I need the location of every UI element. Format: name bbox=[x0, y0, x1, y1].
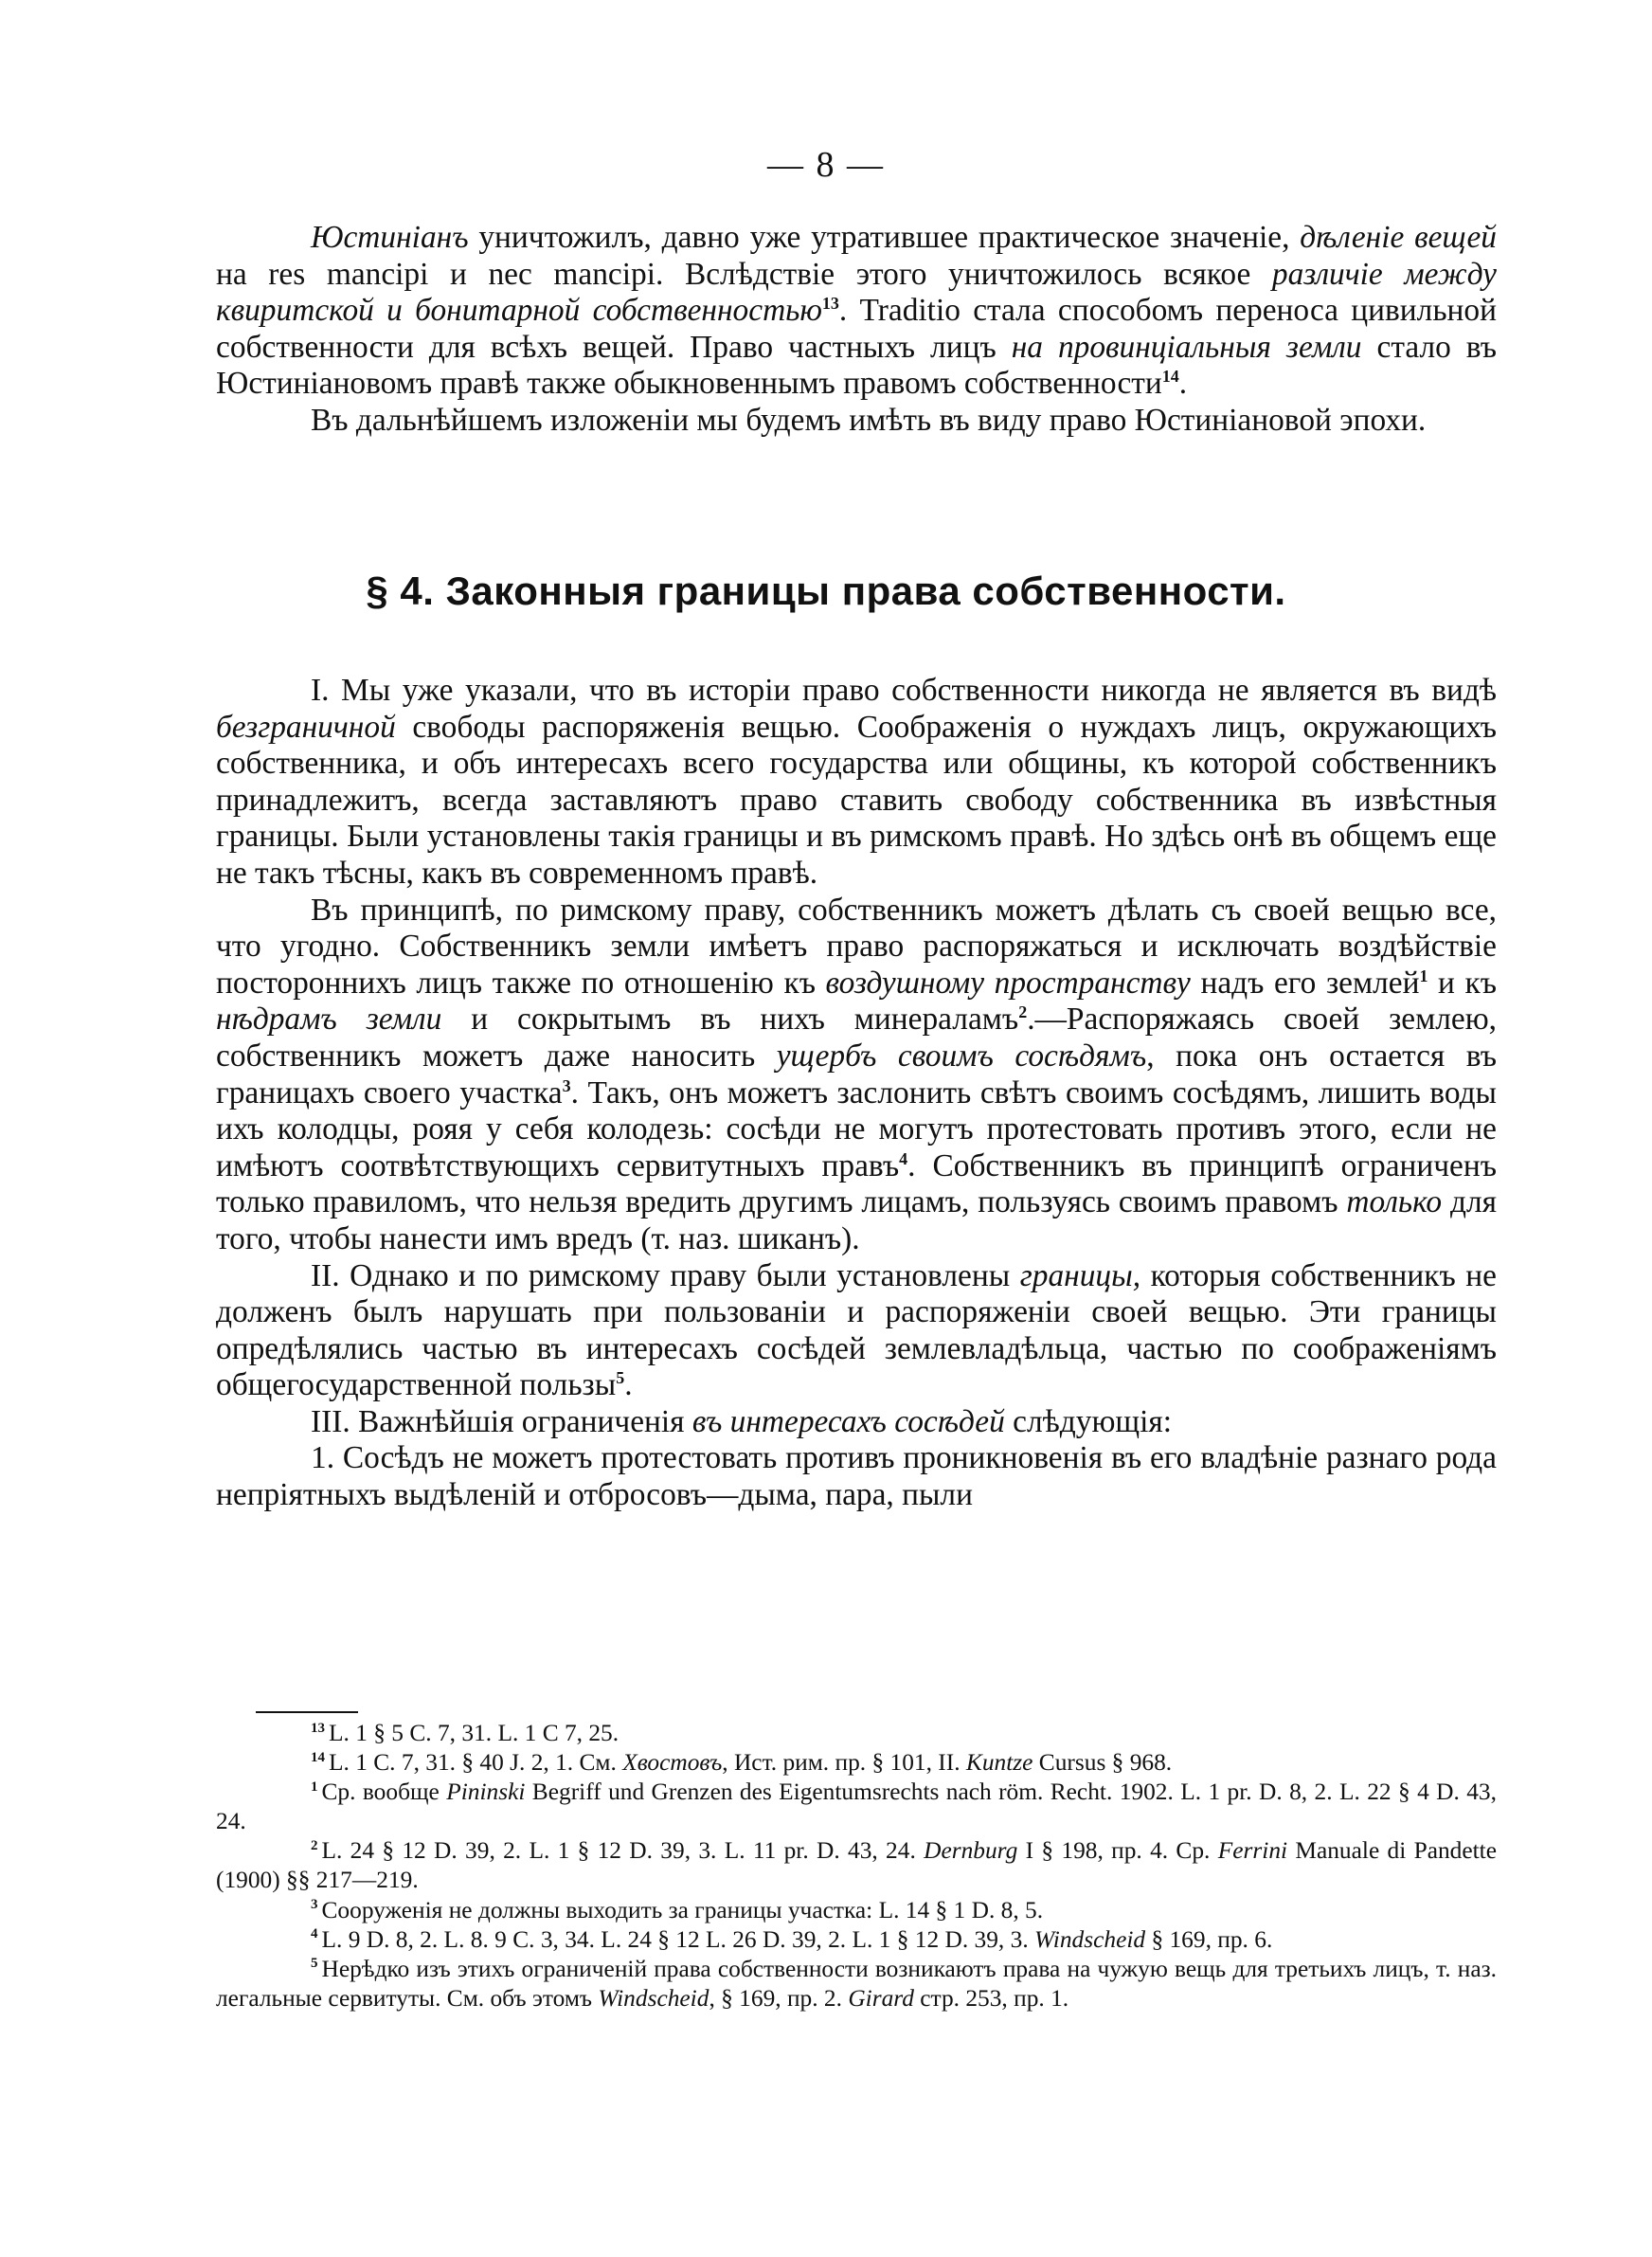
paragraph-section-iii bbox=[216, 1404, 1497, 1441]
text-run: L. 9 D. 8, 2. L. 8. 9 C. 3, 34. L. 24 § 12 L. 26 D. 39, 2. L. 1 § 12 D. 39, 3. bbox=[321, 1925, 1035, 1953]
text-run: . Такъ, онъ можетъ заслонить свѣтъ своимъ сосѣдямъ, лишить воды ихъ колодцы, рояя у себя колодезь: сосѣди не могутъ протестовать противъ этого, если не имѣютъ соотвѣтствующихъ сервитутныхъ правъ bbox=[216, 1074, 1497, 1183]
page-number: — 8 — bbox=[767, 145, 885, 185]
text-run: .—Распоряжаясь своей землею, собственникъ можетъ даже наносить bbox=[216, 1002, 1498, 1074]
text-run: I. Мы уже указали, что въ исторіи право собственности никогда не является въ видѣ bbox=[311, 673, 1497, 708]
emph-author: Windscheid bbox=[1034, 1925, 1146, 1953]
text-run: , Ист. рим. пр. § 101, II. bbox=[722, 1749, 966, 1777]
footnote-mark: 1 bbox=[311, 1779, 318, 1795]
text-run: . Собственникъ въ принципѣ ограниченъ только правиломъ, что нельзя вредить другимъ лицамъ, пользуясь своимъ правомъ bbox=[216, 1147, 1497, 1220]
footnote-mark: 2 bbox=[311, 1837, 318, 1853]
emph-author: Girard bbox=[848, 1984, 914, 2012]
footnote-ref-2[interactable]: 2 bbox=[1018, 1002, 1028, 1022]
footnote-mark: 14 bbox=[311, 1749, 325, 1765]
emph-author: Kuntze bbox=[965, 1749, 1033, 1777]
footnote-4 bbox=[216, 1925, 1497, 1955]
emph-boundaries: границы, bbox=[1019, 1257, 1141, 1293]
footnotes-block bbox=[216, 1719, 1497, 2013]
footnote-ref-14[interactable]: 14 bbox=[1161, 367, 1179, 387]
footnote-ref-13[interactable]: 13 bbox=[821, 294, 839, 314]
emph-division-of-things: дѣленіе вещей bbox=[1300, 220, 1497, 255]
text-run: . Traditio стала способомъ переноса цивильной собственности для всѣхъ вещей. Право частныхъ лицъ bbox=[216, 293, 1497, 365]
text-run: стр. 253, пр. 1. bbox=[913, 1984, 1069, 2012]
text-run: L. 1 C. 7, 31. § 40 J. 2, 1. См. bbox=[329, 1749, 623, 1777]
footnote-mark: 4 bbox=[311, 1926, 318, 1942]
text-run: , пока онъ остается въ границахъ своего участка bbox=[216, 1038, 1497, 1110]
emph-air-space: воздушному пространству bbox=[825, 965, 1191, 1001]
paragraph-section-i bbox=[216, 673, 1497, 893]
section-text-block bbox=[216, 673, 1497, 1514]
paragraph-section-ii bbox=[216, 1258, 1497, 1404]
text-run: Manuale di Pandette (1900) §§ 217—219. bbox=[216, 1837, 1498, 1894]
text-run: III. Важнѣйшія ограниченія bbox=[311, 1403, 692, 1439]
emph-author: Pininski bbox=[446, 1779, 526, 1806]
text-run: Cursus § 968. bbox=[1032, 1749, 1173, 1777]
text-run: на res mancipi и nec mancipi. Вслѣдствіе этого уничтожилось всякое bbox=[216, 256, 1272, 292]
paragraph-item-1: 1. Сосѣдъ не можетъ протестовать противъ проникновенія въ его владѣніе разнаго рода непріятныхъ выдѣленій и отбросовъ—дыма, пара, пыли bbox=[216, 1440, 1497, 1513]
text-run: которыя собственникъ не долженъ былъ нарушать при пользованіи и распоряженіи своей вещью. Эти границы опредѣлялись частью въ интересахъ сосѣдей землевладѣльца, частью по соображеніямъ общегосударственной пользы bbox=[216, 1257, 1497, 1403]
text-run: L. 24 § 12 D. 39, 2. L. 1 § 12 D. 39, 3. L. 11 pr. D. 43, 24. bbox=[321, 1837, 925, 1865]
footnote-13 bbox=[216, 1719, 1497, 1748]
text-run: Сооруженія не должны выходить за границы участка: L. 14 § 1 D. 8, 5. bbox=[321, 1896, 1044, 1923]
footnote-2 bbox=[216, 1836, 1497, 1895]
emph-quiritary-bonitary: различіе между квиритской и бонитарной собственностью bbox=[216, 256, 1497, 329]
paragraph-justinian-epoch: Въ дальнѣйшемъ изложеніи мы будемъ имѣть въ виду право Юстиніановой эпохи. bbox=[311, 402, 1427, 438]
text-run: свободы распоряженія вещью. Соображенія о нуждахъ лицъ, окружающихъ собственника, и объ интересахъ всего государства или общины, къ которой собственникъ принадлежитъ, всегда заставляютъ право ставить свободу собственника въ извѣстныя границы. Были установлены такія границы и въ римскомъ правѣ. Но здѣсь онѣ въ общемъ еще не такъ тѣсны, какъ въ современномъ правѣ. bbox=[216, 709, 1497, 891]
text-run: L. 1 § 5 C. 7, 31. L. 1 C 7, 25. bbox=[329, 1720, 620, 1746]
footnote-mark: 5 bbox=[311, 1956, 318, 1972]
text-run: Ср. вообще bbox=[321, 1779, 447, 1806]
text-run: и къ bbox=[1428, 965, 1497, 1001]
footnote-separator bbox=[256, 1711, 358, 1713]
paragraph-in-principle bbox=[216, 893, 1497, 1258]
text-run: надъ его землей bbox=[1190, 965, 1420, 1001]
footnote-14 bbox=[216, 1748, 1497, 1778]
emph-author: Ferrini bbox=[1217, 1837, 1288, 1865]
text-run: Begriff und Grenzen des Eigentumsrechts nach röm. Recht. 1902. L. 1 pr. D. 8, 2. L. 22 § 4 D. 43, 24. bbox=[216, 1779, 1497, 1835]
text-run: . bbox=[1178, 366, 1188, 402]
footnote-mark: 3 bbox=[311, 1897, 318, 1913]
footnote-ref-3[interactable]: 3 bbox=[562, 1075, 571, 1095]
text-run: слѣдующія: bbox=[1004, 1403, 1173, 1439]
emph-provincial-lands: на провинціальныя земли bbox=[1011, 329, 1362, 365]
text-run: стало въ Юстиніановомъ правѣ также обыкновеннымъ правомъ собственности bbox=[216, 329, 1497, 402]
text-run: для того, чтобы нанести имъ вредъ (т. наз. шиканъ). bbox=[216, 1184, 1498, 1256]
emph-author: Dernburg bbox=[924, 1837, 1018, 1865]
emph-subsoil: нѣдрамъ земли bbox=[216, 1002, 442, 1038]
footnote-3 bbox=[216, 1896, 1497, 1925]
emph-justinian: Юстиніанъ bbox=[311, 220, 469, 255]
text-run: уничтожилъ, давно уже утратившее практическое значеніе, bbox=[468, 220, 1301, 255]
section-heading: § 4. Законныя границы права собственности. bbox=[366, 569, 1286, 613]
emph-damage-neighbours: ущербъ своимъ сосѣдямъ bbox=[776, 1038, 1147, 1074]
text-run: § 169, пр. 6. bbox=[1145, 1925, 1273, 1953]
paragraph-justinian bbox=[216, 220, 1497, 403]
text-run: и сокрытымъ въ нихъ минераламъ bbox=[441, 1002, 1019, 1038]
footnote-5 bbox=[216, 1955, 1497, 2013]
intro-text-block bbox=[216, 220, 1497, 440]
text-run: , § 169, пр. 2. bbox=[709, 1984, 849, 2012]
text-run: Въ принципѣ, по римскому праву, собственникъ можетъ дѣлать съ своей вещью все, что угодно. Собственникъ земли имѣетъ право распоряжаться и исключать воздѣйствіе постороннихъ лицъ также по отношенію къ bbox=[216, 892, 1497, 1001]
emph-only: только bbox=[1346, 1184, 1443, 1220]
text-run: I § 198, пр. 4. Ср. bbox=[1017, 1837, 1218, 1865]
emph-author: Windscheid bbox=[598, 1984, 709, 2012]
text-run: Нерѣдко изъ этихъ ограниченій права собственности возникаютъ права на чужую вещь для третьихъ лицъ, т. наз. легальные сервитуты. См. объ этомъ bbox=[216, 1955, 1497, 2012]
text-run: II. Однако и по римскому праву были установлены bbox=[311, 1257, 1020, 1293]
footnote-1 bbox=[216, 1778, 1497, 1836]
footnote-ref-5[interactable]: 5 bbox=[616, 1368, 625, 1388]
emph-unlimited: безграничной bbox=[216, 709, 396, 745]
footnote-ref-1[interactable]: 1 bbox=[1419, 966, 1428, 985]
footnote-ref-4[interactable]: 4 bbox=[899, 1148, 908, 1168]
text-run: . bbox=[624, 1367, 633, 1403]
footnote-mark: 13 bbox=[311, 1720, 325, 1736]
emph-author: Хвостовъ bbox=[622, 1749, 723, 1777]
emph-neighbour-interests: въ интересахъ сосѣдей bbox=[691, 1403, 1005, 1439]
